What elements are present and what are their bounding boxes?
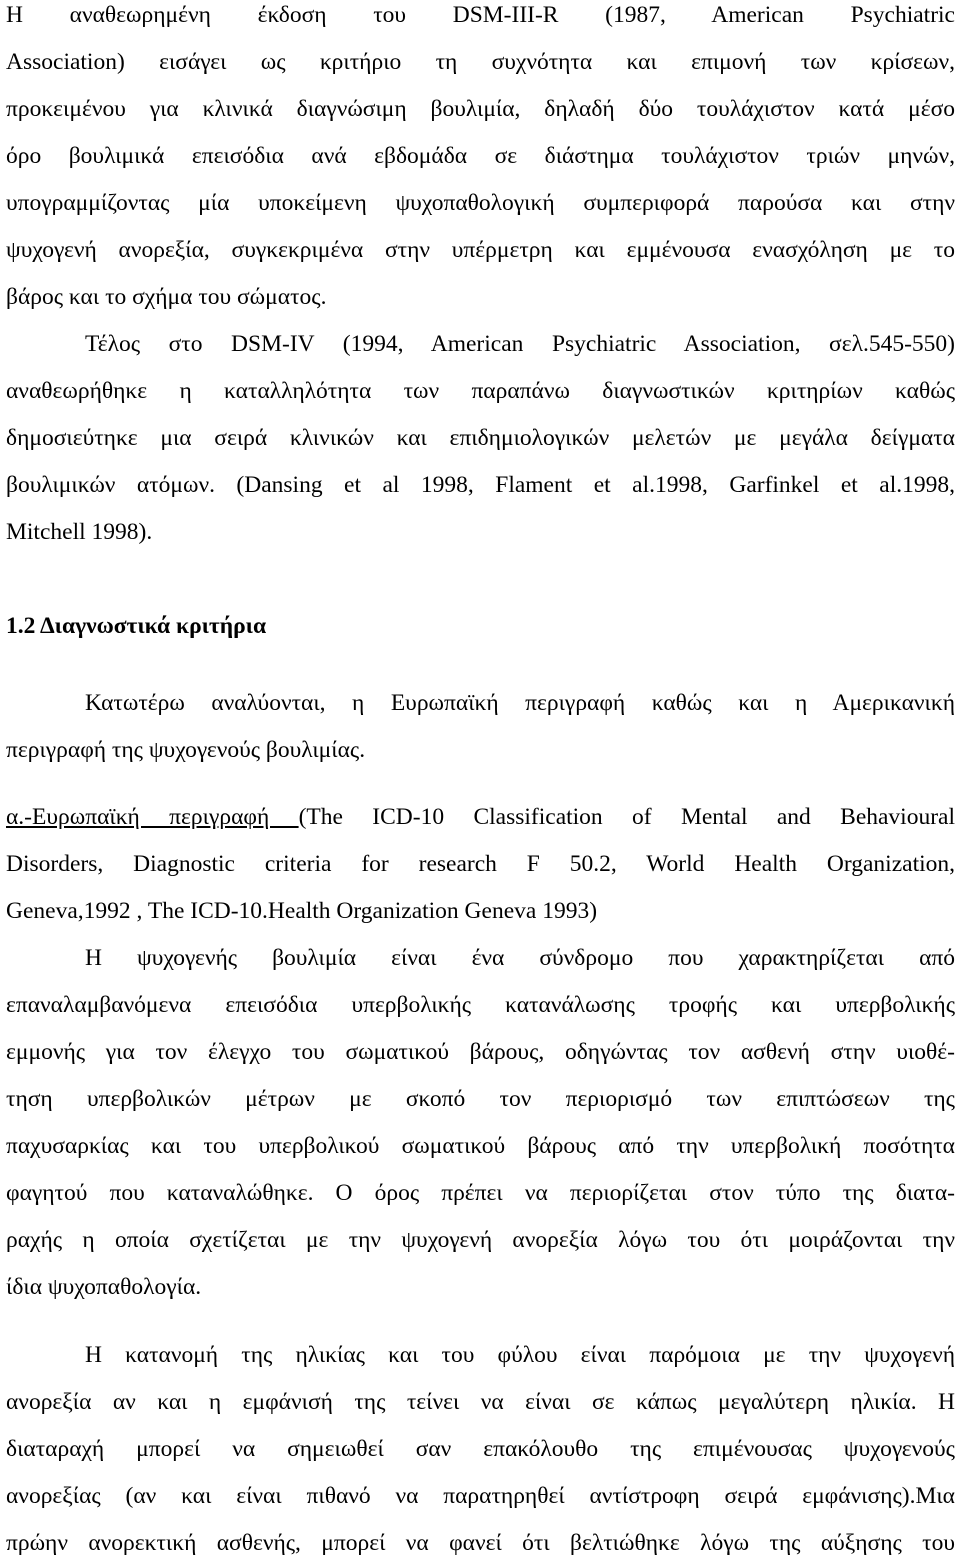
text-line: διαταραχή μπορεί να σημειωθεί σαν επακόλουθο της επιμένουσας ψυχογενούς — [6, 1436, 955, 1462]
text-line: Η αναθεωρημένη έκδοση του DSM-III-R (1987, American Psychiatric — [6, 2, 955, 28]
text-line: ραχής η οποία σχετίζεται με την ψυχογενή ανορεξία λόγω του ότι μοιράζονται την — [6, 1227, 955, 1253]
text-line: ανορεξία αν και η εμφάνισή της τείνει να είναι σε κάπως μεγαλύτερη ηλικία. Η — [6, 1389, 955, 1415]
text-line: Geneva,1992 , The ICD-10.Health Organization Geneva 1993) — [6, 898, 598, 924]
text-line: βάρος και το σχήμα του σώματος. — [6, 284, 327, 310]
text-line: πρώην ανορεκτική ασθενής, μπορεί να φανεί ότι βελτιώθηκε λόγω της αύξησης του — [6, 1530, 955, 1556]
text-line: Η κατανομή της ηλικίας και του φύλου είναι παρόμοια με την ψυχογενή — [85, 1342, 955, 1368]
section-heading: 1.2 Διαγνωστικά κριτήρια — [6, 613, 267, 639]
icd10-reference: (The ICD-10 Classification of Mental and Behavioural — [298, 804, 955, 830]
text-line: Κατωτέρω αναλύονται, η Ευρωπαϊκή περιγραφή καθώς και η Αμερικανική — [85, 690, 955, 716]
text-line: προκειμένου για κλινικά διαγνώσιμη βουλιμία, δηλαδή δύο τουλάχιστον κατά μέσο — [6, 96, 955, 122]
text-line: Association) εισάγει ως κριτήριο τη συχνότητα και επιμονή των κρίσεων, — [6, 49, 955, 75]
text-line: δημοσιεύτηκε μια σειρά κλινικών και επιδημιολογικών μελετών με μεγάλα δείγματα — [6, 425, 955, 451]
text-line: βουλιμικών ατόμων. (Dansing et al 1998, Flament et al.1998, Garfinkel et al.1998, — [6, 472, 955, 498]
text-line: Η ψυχογενής βουλιμία είναι ένα σύνδρομο που χαρακτηρίζεται από — [85, 945, 955, 971]
text-line: περιγραφή της ψυχογενούς βουλιμίας. — [6, 737, 366, 763]
european-description-label: α.-Ευρωπαϊκή περιγραφή — [6, 804, 299, 830]
text-line: Τέλος στο DSM-IV (1994, American Psychiatric Association, σελ.545-550) — [85, 331, 955, 357]
text-line: ψυχογενή ανορεξία, συγκεκριμένα στην υπέρμετρη και εμμένουσα ενασχόληση με το — [6, 237, 955, 263]
text-line: Disorders, Diagnostic criteria for research F 50.2, World Health Organization, — [6, 851, 955, 877]
text-line: αναθεωρήθηκε η καταλληλότητα των παραπάνω διαγνωστικών κριτηρίων καθώς — [6, 378, 955, 404]
text-line: παχυσαρκίας και του υπερβολικού σωματικού βάρους από την υπερβολική ποσότητα — [6, 1133, 955, 1159]
text-line: επαναλαμβανόμενα επεισόδια υπερβολικής κατανάλωσης τροφής και υπερβολικής — [6, 992, 955, 1018]
european-description-line — [6, 802, 955, 832]
text-line: φαγητού που καταναλώθηκε. Ο όρος πρέπει να περιορίζεται στον τύπο της διατα- — [6, 1180, 955, 1206]
text-line: υπογραμμίζοντας μία υποκείμενη ψυχοπαθολογική συμπεριφορά παρούσα και στην — [6, 190, 955, 216]
text-line: όρο βουλιμικά επεισόδια ανά εβδομάδα σε διάστημα τουλάχιστον τριών μηνών, — [6, 143, 955, 169]
text-line: ανορεξίας (αν και είναι πιθανό να παρατηρηθεί αντίστροφη σειρά εμφάνισης).Μια — [6, 1483, 955, 1509]
text-line: Mitchell 1998). — [6, 519, 153, 545]
text-line: εμμονής για τον έλεγχο του σωματικού βάρους, οδηγώντας τον ασθενή στην υιοθέ- — [6, 1039, 955, 1065]
text-line: τηση υπερβολικών μέτρων με σκοπό τον περιορισμό των επιπτώσεων της — [6, 1086, 955, 1112]
text-line: ίδια ψυχοπαθολογία. — [6, 1274, 202, 1300]
